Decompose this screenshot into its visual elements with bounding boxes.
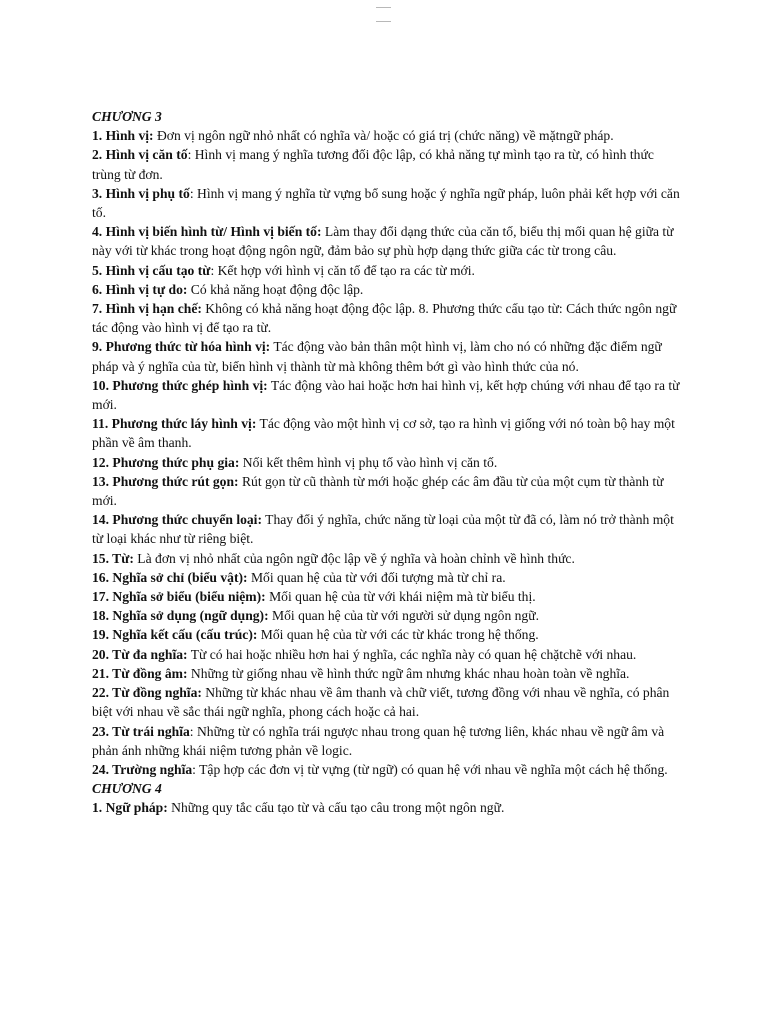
glossary-entry: [92, 606, 682, 625]
glossary-entry: [92, 510, 682, 548]
entry-definition: Mối quan hệ của từ với người sử dụng ngôn ngữ.: [268, 608, 539, 624]
glossary-entry: [92, 625, 682, 644]
entry-term: 22. Từ đồng nghĩa:: [92, 685, 202, 701]
entry-definition: Không có khả năng hoạt động độc lập. 8. Phương thức cấu tạo từ: Cách thức ngôn ngữ tác động vào hình vị để tạo ra từ.: [92, 301, 677, 336]
entry-term: 12. Phương thức phụ gia:: [92, 454, 240, 470]
entry-definition: Những từ khác nhau về âm thanh và chữ viết, tương đồng với nhau về nghĩa, có phân biệt với nhau về sắc thái ngữ nghĩa, phong cách hoặc cả hai.: [92, 685, 670, 720]
entry-definition: Tác động vào hai hoặc hơn hai hình vị, kết hợp chúng với nhau để tạo ra từ mới.: [92, 377, 680, 413]
entry-definition: Thay đổi ý nghĩa, chức năng từ loại của một từ đã có, làm nó trở thành một từ loại khác như từ riêng biệt.: [92, 512, 674, 547]
glossary-entry: [92, 145, 682, 183]
entry-term: 3. Hình vị phụ tố: [92, 185, 190, 201]
entry-term: 16. Nghĩa sở chỉ (biểu vật):: [92, 569, 248, 585]
entry-term: 20. Từ đa nghĩa:: [92, 646, 188, 662]
glossary-entry: [92, 645, 682, 664]
chapter-heading: CHƯƠNG 4: [92, 781, 162, 797]
glossary-entry: [92, 798, 682, 817]
entry-definition: Là đơn vị nhỏ nhất của ngôn ngữ độc lập về ý nghĩa và hoàn chỉnh về hình thức.: [133, 550, 575, 566]
entry-term: 13. Phương thức rút gọn:: [92, 473, 239, 489]
entry-definition: Những quy tắc cấu tạo từ và cấu tạo câu trong một ngôn ngữ.: [167, 800, 505, 816]
entry-term: 15. Từ:: [92, 550, 134, 566]
entry-definition: Nối kết thêm hình vị phụ tố vào hình vị căn tố.: [239, 454, 498, 470]
entry-definition: Tác động vào bản thân một hình vị, làm cho nó có những đặc điểm ngữ pháp và ý nghĩa của từ, biến hình vị thành từ mà không thêm bớt gì vào hình thức của nó.: [92, 339, 662, 374]
entry-term: 14. Phương thức chuyển loại:: [92, 512, 262, 528]
entry-definition: Những từ giống nhau về hình thức ngữ âm nhưng khác nhau hoàn toàn về nghĩa.: [187, 665, 630, 681]
entry-definition: Có khả năng hoạt động độc lập.: [187, 281, 364, 297]
entry-term: 7. Hình vị hạn chế:: [92, 301, 202, 317]
glossary-entry: [92, 414, 682, 452]
glossary-entry: [92, 261, 682, 280]
entry-definition: Rút gọn từ cũ thành từ mới hoặc ghép các âm đầu từ của một cụm từ thành từ mới.: [92, 473, 664, 509]
entry-definition: Mối quan hệ của từ với các từ khác trong hệ thống.: [257, 627, 539, 643]
entry-definition: : Những từ có nghĩa trái ngược nhau trong quan hệ tương liên, khác nhau về ngữ âm và phản ánh những khái niệm tương phản về logic.: [92, 723, 665, 758]
entry-term: 21. Từ đồng âm:: [92, 665, 188, 681]
glossary-entry: [92, 299, 682, 337]
entry-definition: : Hình vị mang ý nghĩa từ vựng bổ sung hoặc ý nghĩa ngữ pháp, luôn phải kết hợp với căn tố.: [92, 185, 680, 221]
entry-term: 9. Phương thức từ hóa hình vị:: [92, 339, 271, 355]
glossary-entry: [92, 549, 682, 568]
entry-definition: Từ có hai hoặc nhiều hơn hai ý nghĩa, các nghĩa này có quan hệ chặtchẽ với nhau.: [187, 646, 637, 662]
glossary-entry: [92, 280, 682, 299]
entry-definition: : Kết hợp với hình vị căn tố để tạo ra các từ mới.: [210, 262, 475, 278]
entry-definition: Mối quan hệ của từ với đối tượng mà từ chỉ ra.: [247, 569, 506, 585]
entry-definition: : Hình vị mang ý nghĩa tương đối độc lập, có khả năng tự mình tạo ra từ, có hình thức trùng từ đơn.: [92, 147, 654, 182]
header-mark: [376, 21, 391, 22]
glossary-entry: [92, 184, 682, 222]
page-header-marks: [0, 0, 768, 30]
entry-term: 23. Từ trái nghĩa: [92, 723, 190, 739]
glossary-entry: [92, 587, 682, 606]
glossary-entry: [92, 222, 682, 260]
glossary-entry: [92, 664, 682, 683]
entry-term: 1. Hình vị:: [92, 128, 154, 144]
chapter-heading: CHƯƠNG 3: [92, 109, 162, 124]
glossary-entry: [92, 126, 682, 145]
entry-term: 6. Hình vị tự do:: [92, 281, 188, 297]
glossary-entry: [92, 722, 682, 760]
entry-term: 11. Phương thức láy hình vị:: [92, 416, 257, 432]
entry-definition: : Tập hợp các đơn vị từ vựng (từ ngữ) có quan hệ với nhau về nghĩa một cách hệ thống.: [192, 761, 668, 777]
entry-term: 19. Nghĩa kết cấu (cấu trúc):: [92, 627, 258, 643]
header-mark: [376, 7, 391, 8]
glossary-entry: [92, 683, 682, 721]
entry-definition: Tác động vào một hình vị cơ sở, tạo ra hình vị giống với nó toàn bộ hay một phần về âm thanh.: [92, 416, 675, 451]
entry-term: 17. Nghĩa sở biểu (biểu niệm):: [92, 589, 266, 605]
glossary-entry: [92, 760, 682, 779]
entry-term: 10. Phương thức ghép hình vị:: [92, 377, 268, 393]
glossary-entry: [92, 568, 682, 587]
entry-definition: Đơn vị ngôn ngữ nhỏ nhất có nghĩa và/ hoặc có giá trị (chức năng) về mặtngữ pháp.: [153, 128, 614, 144]
entry-term: 4. Hình vị biến hình từ/ Hình vị biến tố:: [92, 224, 322, 240]
entry-definition: Mối quan hệ của từ với khái niệm mà từ biểu thị.: [265, 589, 536, 605]
glossary-entry: [92, 376, 682, 414]
entry-term: 24. Trường nghĩa: [92, 761, 193, 777]
entry-definition: Làm thay đổi dạng thức của căn tố, biểu thị mối quan hệ giữa từ này với từ khác trong hoạt động ngôn ngữ, đảm bảo sự phù hợp dạng thức giữa các từ trong câu.: [92, 224, 674, 259]
entry-term: 2. Hình vị căn tố: [92, 147, 188, 163]
entry-term: 5. Hình vị cấu tạo từ: [92, 262, 211, 278]
glossary-entry: [92, 337, 682, 375]
entry-term: 18. Nghĩa sở dụng (ngữ dụng):: [92, 608, 269, 624]
glossary-entry: [92, 453, 682, 472]
glossary-entry: [92, 472, 682, 510]
entry-term: 1. Ngữ pháp:: [92, 800, 168, 816]
document-body: [92, 107, 682, 818]
